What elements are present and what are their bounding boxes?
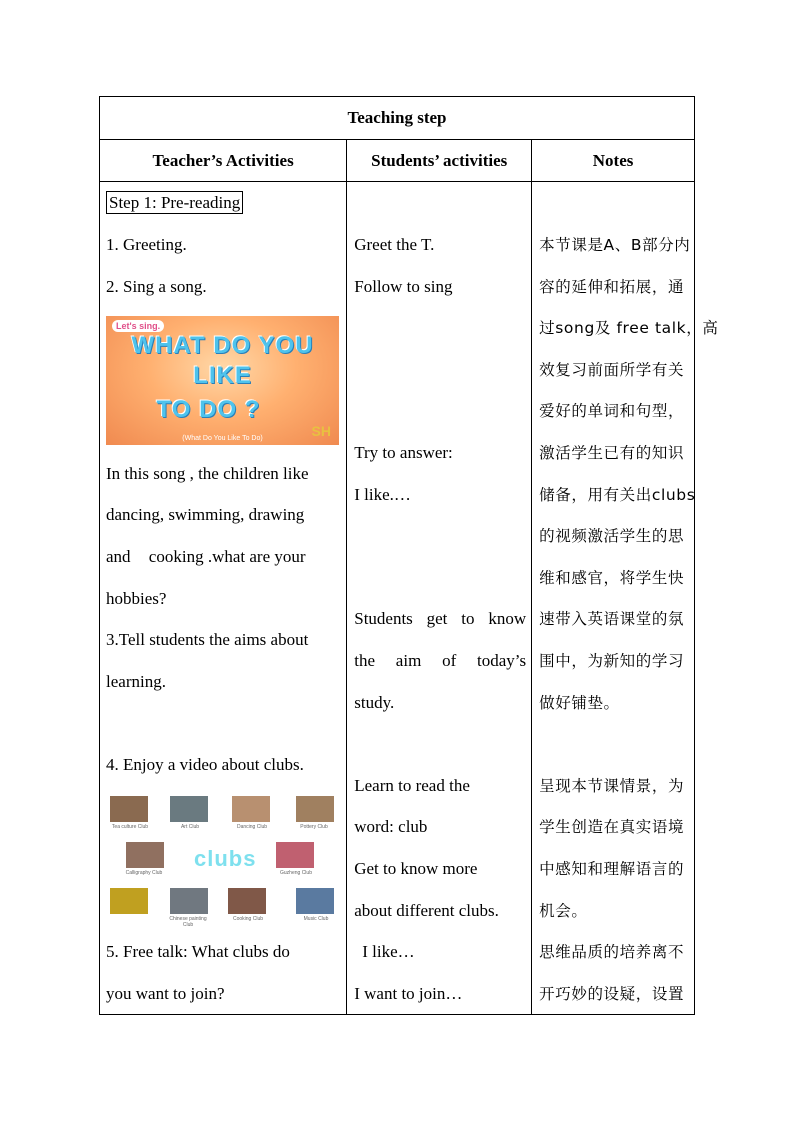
word: today’s (477, 651, 527, 670)
header-notes: Notes (532, 140, 695, 182)
student-word-club: word: club (354, 817, 428, 836)
teacher-item-free-talk-1: 5. Free talk: What clubs do (106, 942, 290, 961)
note-line: 思维品质的培养离不 (539, 943, 685, 961)
word: aim (395, 651, 422, 670)
teacher-item-greeting: 1. Greeting. (106, 235, 187, 254)
student-greet: Greet the T. (354, 235, 435, 254)
song-title-line1: WHAT DO YOU (131, 332, 314, 359)
notes-cell (532, 182, 719, 1015)
student-know-aim-2 (354, 651, 526, 671)
note-line: 机会。 (539, 902, 588, 920)
student-different-clubs: about different clubs. (354, 901, 499, 920)
song-description-4: hobbies? (106, 589, 167, 608)
song-description-3a: and (106, 547, 131, 566)
club-photo-calligraphy (126, 842, 164, 868)
club-label-chinese-painting: Chinese painting Club (169, 916, 207, 928)
club-photo-pottery (296, 796, 334, 822)
note-line: 激活学生已有的知识 (539, 444, 685, 462)
student-i-like-2: I like… (362, 942, 415, 961)
club-photo-music (296, 888, 334, 914)
word: get (426, 609, 448, 628)
student-learn-read: Learn to read the (354, 776, 470, 795)
note-line: 中感知和理解语言的 (539, 860, 685, 878)
note-line: 速带入英语课堂的氛 (539, 610, 685, 628)
clubs-word: clubs (194, 846, 257, 871)
club-label-pottery: Pottery Club (300, 824, 328, 830)
club-label-dancing: Dancing Club (236, 824, 268, 830)
note-line: 过song及 free talk，高 (539, 319, 719, 337)
note-line: 呈现本节课情景，为 (539, 777, 685, 795)
student-want-join: I want to join… (354, 984, 463, 1003)
song-logo: SH (311, 423, 331, 439)
header-teacher-activities: Teacher’s Activities (100, 140, 347, 182)
song-subtitle: (What Do You Like To Do) (182, 435, 263, 442)
teacher-item-free-talk-2: you want to join? (106, 984, 225, 1003)
note-line: 爱好的单词和句型， (539, 402, 685, 420)
club-photo-chinese-painting-1 (110, 888, 148, 914)
club-label-cooking: Cooking Club (232, 916, 264, 922)
note-line: 围中，为新知的学习 (539, 652, 685, 670)
club-label-music: Music Club (303, 916, 329, 922)
student-know-aim-3: study. (354, 693, 395, 712)
header-students-activities: Students’ activities (347, 140, 532, 182)
note-line: 的视频激活学生的思 (539, 527, 685, 545)
song-title-line2: LIKE (193, 362, 252, 389)
club-label-art: Art Club (180, 824, 200, 830)
student-know-aim-1 (354, 609, 526, 629)
table-title: Teaching step (100, 97, 695, 140)
teaching-step-table (99, 96, 719, 1015)
note-line: 做好铺垫。 (539, 694, 620, 712)
word: of (442, 651, 457, 670)
student-i-like: I like.… (354, 485, 411, 504)
teacher-item-video: 4. Enjoy a video about clubs. (106, 755, 304, 774)
club-photo-tea (110, 796, 148, 822)
student-try-answer: Try to answer: (354, 443, 453, 462)
step-label: Step 1: Pre-reading (106, 191, 243, 214)
student-know-more: Get to know more (354, 859, 478, 878)
note-line: 维和感官，将学生快 (539, 569, 685, 587)
teacher-item-aims-1: 3.Tell students the aims about (106, 630, 309, 649)
song-video-thumbnail (106, 316, 339, 445)
club-label-calligraphy: Calligraphy Club (125, 870, 163, 876)
note-line: 容的延伸和拓展，通 (539, 278, 685, 296)
note-line: 储备，用有关出clubs (539, 486, 696, 504)
song-description-2: dancing, swimming, drawing (106, 505, 305, 524)
word: the (354, 651, 376, 670)
note-line: 本节课是A、B部分内 (539, 236, 691, 254)
word: to (461, 609, 475, 628)
song-tag: Let's sing. (112, 320, 164, 332)
students-activities-cell (347, 182, 532, 1015)
word: Students (354, 609, 413, 628)
student-follow-sing: Follow to sing (354, 277, 453, 296)
song-description-3b: cooking .what are your (148, 547, 306, 566)
note-line: 效复习前面所学有关 (539, 361, 685, 379)
club-photo-cooking (228, 888, 266, 914)
note-line: 开巧妙的设疑，设置 (539, 985, 685, 1003)
club-photo-art (170, 796, 208, 822)
club-label-tea: Tea culture Club (111, 824, 149, 830)
clubs-video-thumbnail (106, 794, 339, 927)
club-label-guzheng: Guzheng Club (280, 870, 312, 876)
word: know (488, 609, 527, 628)
note-line: 学生创造在真实语境 (539, 818, 685, 836)
song-description-1: In this song , the children like (106, 464, 309, 483)
song-title-line3: TO DO ? (156, 396, 261, 423)
teacher-item-sing: 2. Sing a song. (106, 277, 207, 296)
club-photo-chinese-painting-2 (170, 888, 208, 914)
teacher-item-aims-2: learning. (106, 672, 166, 691)
teacher-activities-cell (100, 182, 347, 1015)
club-photo-guzheng (276, 842, 314, 868)
club-photo-dancing (232, 796, 270, 822)
